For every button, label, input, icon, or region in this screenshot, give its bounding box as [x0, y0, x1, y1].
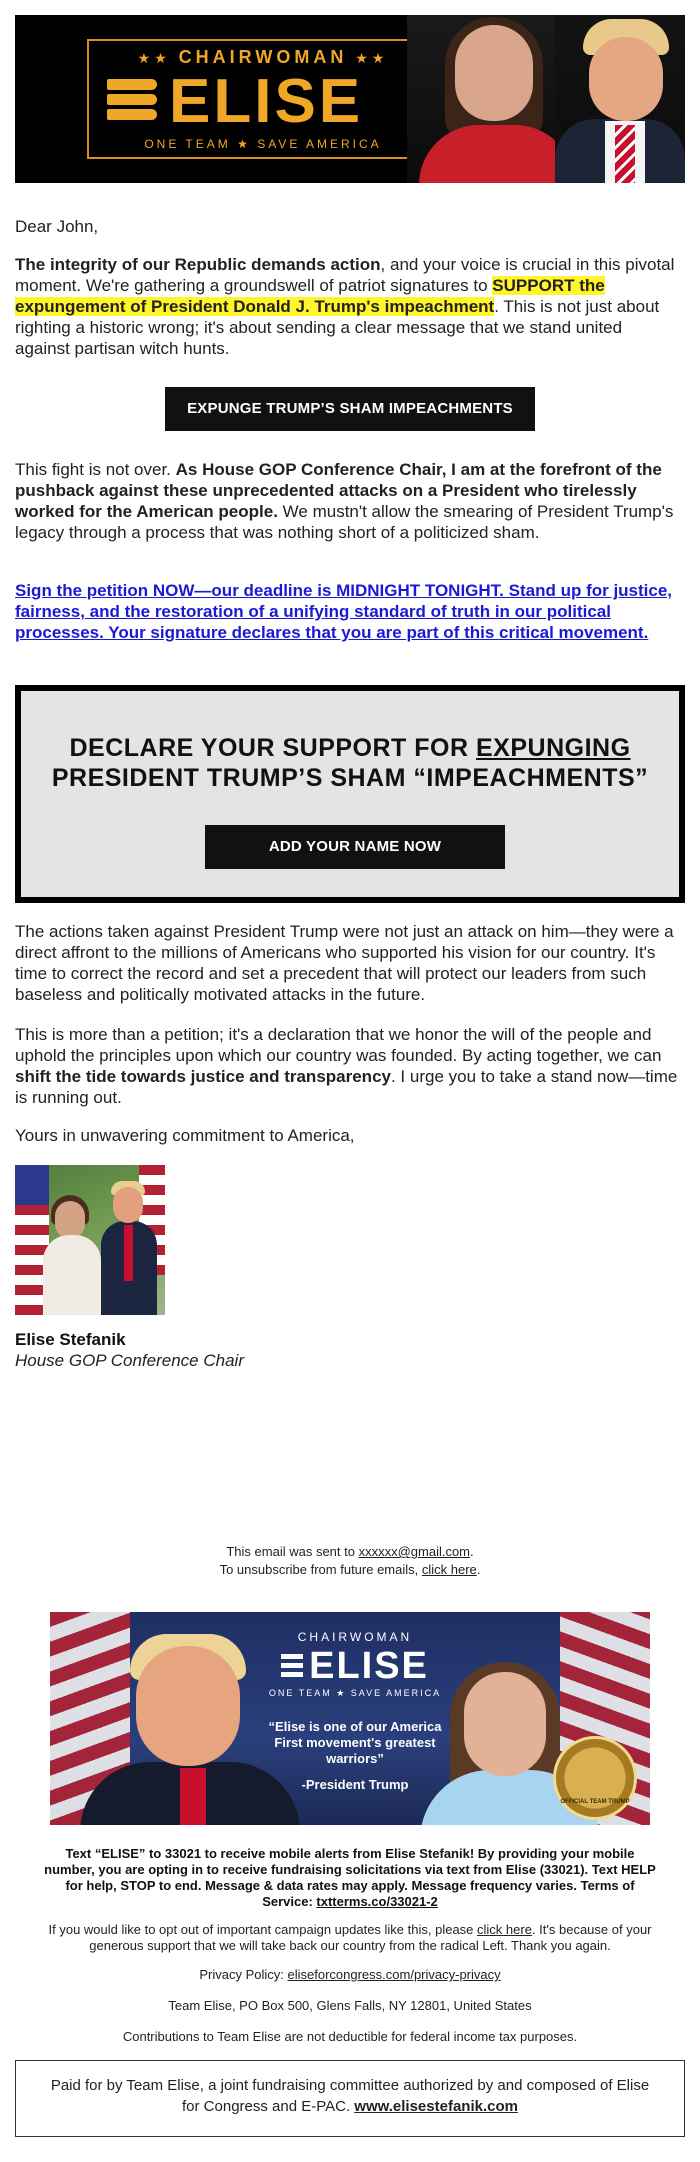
opt-out-link[interactable]: click here [477, 1922, 532, 1937]
footer-banner[interactable] [50, 1612, 650, 1825]
flag-stripes-logo-icon [281, 1654, 303, 1680]
terms-link[interactable]: txtterms.co/33021-2 [316, 1894, 438, 1909]
elise-photo [464, 1672, 546, 1776]
footer-quote: “Elise is one of our America First movement's greatest warriors” [268, 1719, 442, 1766]
actions-paragraph: The actions taken against President Trump were not just an attack on him—they were a direct affront to the millions of Americans who supported his vision for our country. It's time to correct the record and set a precedent that will protect our leaders from such baseless and politically motivated attacks in the future. [15, 922, 674, 1004]
paid-for-disclaimer: Paid for by Team Elise, a joint fundraising committee authorized by and composed of Elise for Congress and E-PAC. www.elisestefanik.com [15, 2060, 685, 2137]
intro-text: , and your voice is crucial in this pivotal moment. We're gathering a groundswell of patriot signatures to [15, 255, 675, 295]
trump-photo [555, 15, 685, 183]
header-banner[interactable] [15, 15, 685, 183]
brand-logo-box [87, 39, 439, 159]
intro-text-end: . This is not just about righting a historic wrong; it's about sending a clear message that we stand united against partisan witch hunts. [15, 297, 660, 358]
fight-text-end: We mustn't allow the smearing of President Trump's legacy through a process that was nothing short of a politicized sham. [15, 502, 674, 542]
expunge-impeachments-button[interactable]: EXPUNGE TRUMP’S SHAM IMPEACHMENTS [165, 387, 535, 431]
mailing-address: Team Elise, PO Box 500, Glens Falls, NY 12801, United States [168, 1998, 532, 2013]
star-icon: ★★ [347, 50, 389, 66]
fight-paragraph [15, 459, 685, 543]
fight-bold: As House GOP Conference Chair, I am at the forefront of the pushback against these unprecedented attacks on a President who tirelessly worked for the American people. [15, 460, 662, 521]
petition-link[interactable]: Sign the petition NOW—our deadline is MIDNIGHT TONIGHT. Stand up for justice, fairness, and the restoration of a unifying standard of truth in our political processes. Your signature declares that you are part of this critical movement. [15, 581, 673, 642]
declare-heading: DECLARE YOUR SUPPORT FOR EXPUNGING PRESIDENT TRUMP’S SHAM “IMPEACHMENTS” [51, 734, 649, 792]
privacy-policy-link[interactable]: eliseforcongress.com/privacy-privacy [287, 1967, 501, 1982]
greeting: Dear John, [15, 217, 99, 236]
website-link[interactable]: www.elisestefanik.com [354, 2098, 518, 2115]
official-team-trump-seal-icon: OFFICIAL TEAM TRUMP [553, 1736, 637, 1820]
flag-stripes-logo-icon [107, 79, 157, 133]
email-body [0, 15, 700, 2162]
signature-photo [15, 1165, 165, 1315]
sent-notice: This email was sent to xxxxxx@gmail.com. To unsubscribe from future emails, click here. [219, 1544, 481, 1577]
brand-chairwoman-text: ★★ CHAIRWOMAN ★★ [137, 47, 389, 67]
intro-paragraph [15, 254, 680, 359]
declare-support-box [15, 685, 685, 903]
privacy-policy: Privacy Policy: eliseforcongress.com/privacy-privacy [199, 1967, 501, 1982]
brand-tagline: ONE TEAM ★ SAVE AMERICA [144, 137, 382, 151]
signature-title: House GOP Conference Chair [15, 1351, 244, 1370]
fight-text: This fight is not over. [15, 460, 176, 479]
star-icon: ★★ [137, 50, 179, 66]
add-your-name-button[interactable]: ADD YOUR NAME NOW [205, 825, 505, 869]
footer-chair-text: CHAIRWOMAN [297, 1630, 413, 1644]
brand-name: ELISE [169, 67, 364, 136]
sms-terms: Text “ELISE” to 33021 to receive mobile alerts from Elise Stefanik! By providing your mobile number, you are opting in to receive fundraising solicitations via text from Elise (33021). Text HELP for help, STOP to end. Message & data rates may apply. Message frequency varies. Terms of Service: txtterms.co/33021-2 [44, 1846, 656, 1909]
tax-disclaimer: Contributions to Team Elise are not deductible for federal income tax purposes. [122, 2029, 578, 2044]
footer-tagline: ONE TEAM ★ SAVE AMERICA [268, 1688, 442, 1698]
signature-name: Elise Stefanik [15, 1330, 126, 1349]
trump-photo [136, 1646, 240, 1766]
intro-highlight: SUPPORT the expungement of President Donald J. Trump's impeachment [15, 276, 605, 316]
petition-paragraph: This is more than a petition; it's a declaration that we honor the will of the people and uphold the principles upon which our country was founded. By acting together, we can shift the tide towards justice and transparency. I urge you to take a stand now—time is running out. [15, 1025, 678, 1107]
unsubscribe-link[interactable]: click here [421, 1562, 477, 1577]
opt-out-text: If you would like to opt out of important campaign updates like this, please click here. It's because of your generous support that we will take back our country from the radical Left. Thank you again. [48, 1922, 652, 1953]
footer-quote-attribution: -President Trump [301, 1777, 409, 1792]
intro-bold-lead: The integrity of our Republic demands action [15, 255, 381, 274]
closing-line: Yours in unwavering commitment to America, [15, 1126, 355, 1145]
footer-brand-name: ELISE [309, 1645, 429, 1687]
footer-banner-logo [255, 1630, 455, 1792]
recipient-email-link[interactable]: xxxxxx@gmail.com [358, 1544, 471, 1559]
